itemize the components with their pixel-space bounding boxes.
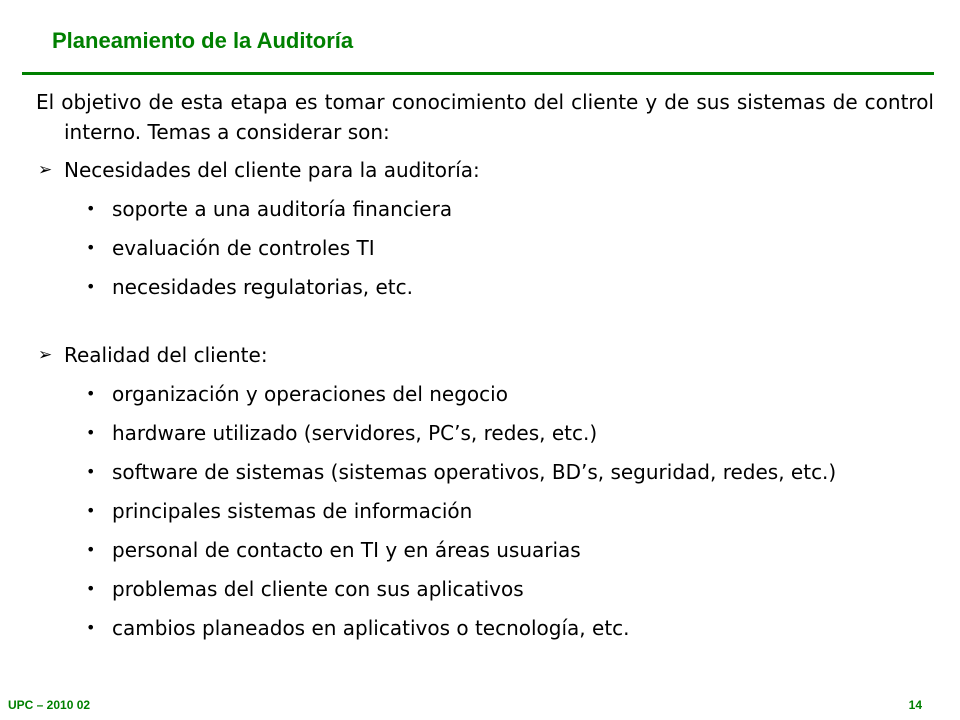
- list-item-text: problemas del cliente con sus aplicativos: [112, 577, 524, 601]
- bullet-icon: •: [86, 238, 96, 257]
- section-heading: [36, 340, 934, 370]
- arrowhead-icon: ➢: [38, 160, 53, 180]
- list-item: [36, 272, 934, 302]
- bullet-icon: •: [86, 423, 96, 442]
- list-item: [36, 457, 934, 487]
- list-item-text: hardware utilizado (servidores, PC’s, redes, etc.): [112, 421, 598, 445]
- title-divider: [22, 72, 934, 75]
- bullet-icon: •: [86, 618, 96, 637]
- intro-paragraph: El objetivo de esta etapa es tomar conocimiento del cliente y de sus sistemas de control interno. Temas a considerar son:: [36, 90, 934, 144]
- bullet-list: [36, 194, 934, 302]
- list-item-text: organización y operaciones del negocio: [112, 382, 508, 406]
- list-item-text: principales sistemas de información: [112, 499, 473, 523]
- bullet-list: [36, 379, 934, 643]
- list-item-text: evaluación de controles TI: [112, 236, 375, 260]
- section-heading-text: Realidad del cliente:: [64, 343, 268, 367]
- slide-title: Planeamiento de la Auditoría: [52, 28, 354, 53]
- list-item: [36, 194, 934, 224]
- list-item: [36, 233, 934, 263]
- bullet-icon: •: [86, 199, 96, 218]
- bullet-icon: •: [86, 384, 96, 403]
- list-item: [36, 496, 934, 526]
- bullet-icon: •: [86, 579, 96, 598]
- list-item-text: necesidades regulatorias, etc.: [112, 275, 414, 299]
- section-heading-text: Necesidades del cliente para la auditoría:: [64, 158, 480, 182]
- bullet-icon: •: [86, 462, 96, 481]
- list-item-text: cambios planeados en aplicativos o tecnología, etc.: [112, 616, 630, 640]
- arrowhead-icon: ➢: [38, 345, 53, 365]
- section-heading: [36, 155, 934, 185]
- bullet-icon: •: [86, 277, 96, 296]
- list-item-text: soporte a una auditoría financiera: [112, 197, 453, 221]
- list-item-text: personal de contacto en TI y en áreas usuarias: [112, 538, 581, 562]
- section-client-reality: [36, 340, 934, 643]
- list-item: [36, 379, 934, 409]
- footer-course-label: UPC – 2010 02: [8, 698, 91, 712]
- list-item: [36, 418, 934, 448]
- bullet-icon: •: [86, 540, 96, 559]
- footer-page-number: 14: [908, 698, 922, 712]
- slide-content: [36, 87, 934, 643]
- list-item: [36, 535, 934, 565]
- section-client-needs: [36, 155, 934, 302]
- list-item: [36, 574, 934, 604]
- bullet-icon: •: [86, 501, 96, 520]
- list-item-text: software de sistemas (sistemas operativos, BD’s, seguridad, redes, etc.): [112, 460, 837, 484]
- list-item: [36, 613, 934, 643]
